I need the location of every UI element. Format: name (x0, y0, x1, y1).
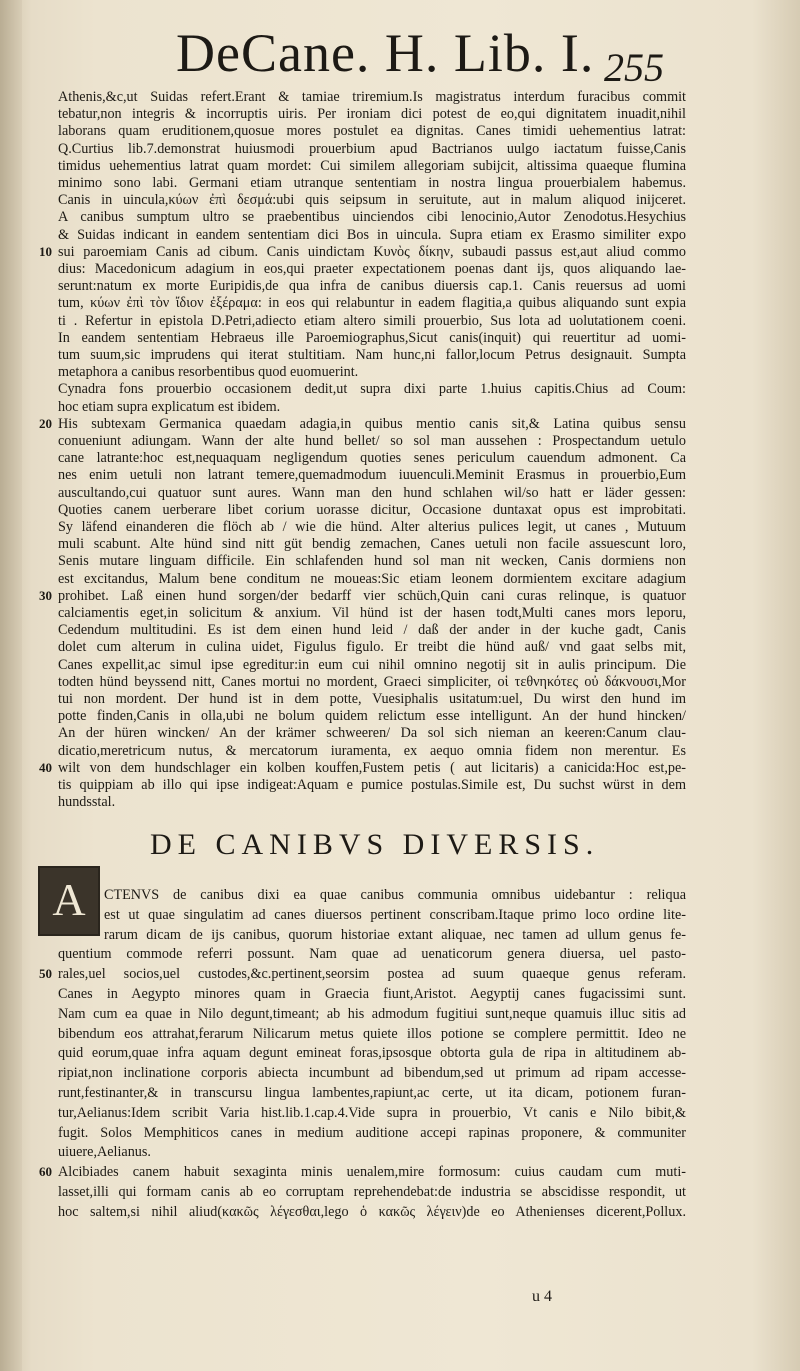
text-line: quid eorum,quae infra aquam degunt emineat foras,ipsosque obtorta gula de ripa in altitudinem ab- (58, 1045, 686, 1062)
text-line: auscultando,cui quatuor sunt aures. Wann man den hund schlahen wil/so hatt er läder gessen: (58, 484, 686, 501)
text-line: tum, κύων ἐπὶ τὸν ἴδιον ἐξέραμα: in eos qui relabuntur in eadem flagitia,a quibus aliquando sunt expia (58, 295, 686, 312)
text-line: minimo sono labi. Germani etiam utranque sententiam in nostra lingua prouerbialem habemus. (58, 175, 686, 191)
text-line: metaphora a canibus resorbentibus quod euomuerint. (58, 364, 359, 381)
text-line: laborans quam eruditionem,quosue mores postulet ea dignitas. Canes timidi uehementius latrat: (58, 123, 686, 140)
text-line: timidus uehementius latrat quam mordet: Cui similem allegoriam subijcit, altissima quaeque flumina (58, 157, 686, 174)
text-line: serunt:natum ex morte Euripidis,de qua infra de canibus diuersis cap.1. Canis reuersus ad uomi (58, 278, 686, 295)
text-line: est ut quae singulatim ad canes diuersos pertinent conscribam.Itaque primo loco ordine lite- (104, 906, 686, 923)
text-line: Alcibiades canem habuit sexaginta minis uenalem,mire formosum: cuius caudam cum muti- (58, 1164, 686, 1181)
text-line: wilt von dem hundschlager ein kolben kouffen,Fustem petis ( aut licitaris) a canicida:Hoc est,pe- (58, 759, 686, 776)
text-line: & Suidas indicant in eandem sententiam dici Bos in uincula. Supra etiam ex Erasmo similiter expo (58, 226, 686, 243)
text-line: Senis mutare linguam difficile. Ein schlafenden hund sol man nit wecken, Canis dormiens non (58, 553, 686, 570)
text-line: tis quippiam ab illo qui ipse indigeat:Aquam e pumice postulas.Simile est, Du suchst würst in dem (58, 777, 686, 793)
text-line: Cedendum multitudini. Es ist dem einen hund leid / daß der ander in der kuche gadt, Canis (58, 622, 686, 639)
text-line: ti . Refertur in epistola D.Petri,adiecto etiam altero simili prouerbio, Sus lota ad uolutationem coeni. (58, 312, 686, 329)
text-line: An der hüren wincken/ An der krämer schweeren/ Da sol sich nieman an keeren:Canum clau- (58, 725, 686, 742)
text-line: CTENVS de canibus dixi ea quae canibus communia omnibus uidebantur : reliqua (104, 887, 686, 903)
text-line: A canibus sumptum ultro se praebentibus uinciendos cibi lenocinio,Autor Zenodotus.Hesychius (58, 209, 686, 226)
text-line: tum suum,sic imprudens qui iterat stultitiam. Nam hunc,ni fallor,locum Petrus designauit. Sumpta (58, 347, 686, 363)
decorated-initial: A (38, 866, 100, 936)
margin-line-number: 40 (39, 759, 52, 775)
text-line: rales,uel socios,uel custodes,&c.pertinent,seorsim postea ad suum quaeque genus referam. (58, 966, 686, 983)
text-line: dius: Macedonicum adagium in eos,qui praeter expectationem poenas dant ijs, quos aliquando lae- (58, 261, 686, 277)
text-line: Canes expellit,ac simul ipse egreditur:in eum cui nihil omnino negotij sit in aulis principum. Die (58, 656, 686, 673)
page-header (0, 22, 800, 92)
text-line: sui paroemiam Canis ad cibum. Canis uindictam Κυνὸς δίκην, subaudi passus est,aut aliud commo (58, 243, 686, 260)
text-line: rarum dicam de ijs canibus, quorum historiae extant aliquae, nec tamen ad ullum genus fe- (104, 926, 686, 943)
text-line: ripiat,non inclinatione corporis abiecta incumbunt ad bibendum,sed ut primum ad ripam accesse- (58, 1065, 686, 1082)
text-line: prohibet. Laß einen hund sorgen/der bedarff vier schüch,Quin cani curas relinque, is quatuor (58, 587, 686, 604)
text-line: fugit. Solos Memphiticos canes in medium auditione accepi rapinas proponere, & communiter (58, 1124, 686, 1141)
margin-line-number: 30 (39, 587, 52, 603)
text-line: potte finden,Canis in olla,ubi ne bolum quidem relictum esse intelligunt. An der hund hincken/ (58, 708, 686, 725)
margin-line-number: 10 (39, 243, 52, 259)
text-line: bibendum eos attrahat,ferarum Nilicarum metus quiete illos potione se complere permittit. Ideo ne (58, 1025, 686, 1042)
text-line: muli scabunt. Alte hünd sind nitt güt bendig zemachen, Canes uetuli non facile assuescunt loro, (58, 536, 686, 553)
text-line: Canes in Aegypto minores quam in Graecia fiunt,Aristot. Aegyptij canes fugacissimi sunt. (58, 986, 686, 1002)
text-line: Sy läfend einanderen die flöch ab / wie die hünd. Alter alterius pulices legit, ut canes , Mutuum (58, 519, 686, 535)
text-line: dolet cum alterum in culina uidet, Figulus figulo. Er treibt die hünd auß/ vnd gaat selbs mit, (58, 639, 686, 656)
margin-line-number: 20 (39, 415, 52, 431)
text-line: quentium commode referri possunt. Nam quae ad uenaticorum genera diuersa, uel pasto- (58, 946, 686, 963)
text-line: dicatio,meretricum nutus, & mercatorum iuramenta, ex aequo omnia fidem non merentur. Es (58, 742, 686, 759)
running-title: DeCane. H. Lib. I. (176, 23, 595, 83)
text-line: todten hünd beyssend nitt, Canes mortui no mordent, Graeci simpliciter, οἱ τεθνηκότες οὐ δάκνουσι,Mor (58, 673, 686, 690)
text-line: nes enim uetuli non latrant temere,quemadmodum iuuenculi.Meminit Erasmus in prouerbio,Eum (58, 467, 686, 484)
text-line: Quoties canem uerberare libet corium uorasse dicitur, Occasione duntaxat opus est improbitati. (58, 501, 686, 518)
text-line: In eandem sententiam Hebraeus ille Paroemiographus,Sicut canis(inquit) qui reuertitur ad uomi- (58, 329, 686, 346)
text-line: runt,festinanter,& in transcursu lingua lambentes,rapiunt,ac certe, ut ita dicam, potionem furan- (58, 1085, 686, 1101)
text-line: Nam cum ea quae in Nilo degunt,timeant; ab his admodum fugitiui sunt,neque quamuis illuc sitis ad (58, 1005, 686, 1022)
text-line: conueniunt adiungam. Wann der alte hund bellet/ so sol man aussehen : Prospectandum uetulo (58, 433, 686, 449)
text-line: Canis in uincula,κύων ἐπὶ δεσμά:ubi quis seipsum in seruitute, aut in malum aliquod inijceret. (58, 192, 686, 209)
page-number: 255 (604, 45, 664, 90)
text-line: lasset,illi qui formam canis ab eo corruptam reprehendebat:de industria se abscidisse respondit, ut (58, 1184, 686, 1200)
text-line: Cynadra fons prouerbio occasionem dedit,ut supra dixi parte 1.huius capitis.Chius ad Coum: (58, 381, 686, 398)
text-line: hundsstal. (58, 794, 116, 811)
margin-line-number: 50 (39, 966, 52, 982)
margin-line-number: 60 (39, 1164, 52, 1180)
text-line: hoc saltem,si nihil aliud(κακῶς λέγεσθαι,lego ὁ κακῶς λέγειν)de eo Athenienses dicerent,Pollux. (58, 1203, 686, 1220)
text-line: est excitandus, Malum bene conditum ne moueas:Sic etiam leonem dormientem excitare adagium (58, 570, 686, 587)
section-heading: DE CANIBVS DIVERSIS. (150, 828, 600, 861)
text-line: tui non mordent. Der hund ist in dem potte, Vuesiphalis usitatum:uel, Du wirst den hund im (58, 691, 686, 707)
text-line: tur,Aelianus:Idem scribit Varia hist.lib.1.cap.4.Vide supra in prouerbio, Vt canis e Nilo bibit,& (58, 1104, 686, 1121)
text-line: hoc etiam supra explicatum est ibidem. (58, 398, 281, 415)
signature-mark: u 4 (532, 1288, 552, 1305)
text-line: Q.Curtius lib.7.demonstrat huiusmodi prouerbium apud Bactrianos uulgo iactatum fuisse,Canis (58, 140, 686, 157)
binding-gutter (0, 0, 22, 1371)
text-line: Athenis,&c,ut Suidas refert.Erant & tamiae triremium.Is magistratus interdum furacibus commit (58, 89, 686, 105)
text-line: His subtexam Germanica quaedam adagia,in quibus mentio canis sit,& Latina quibus sensu (58, 415, 686, 432)
text-line: calciamentis eget,in solicitum & anxium. Vil hünd ist der hasen todt,Multi canes mors leporu, (58, 605, 686, 621)
text-line: tebatur,non integris & incorruptis uiris. Per ironiam dici potest de eo,qui dignitatem inuadit,nihil (58, 106, 686, 123)
text-line: cane latrante:hoc est,nequaquam negligendum quoties senes periculum cauendum admonent. Ca (58, 450, 686, 467)
text-line: uiuere,Aelianus. (58, 1144, 151, 1161)
